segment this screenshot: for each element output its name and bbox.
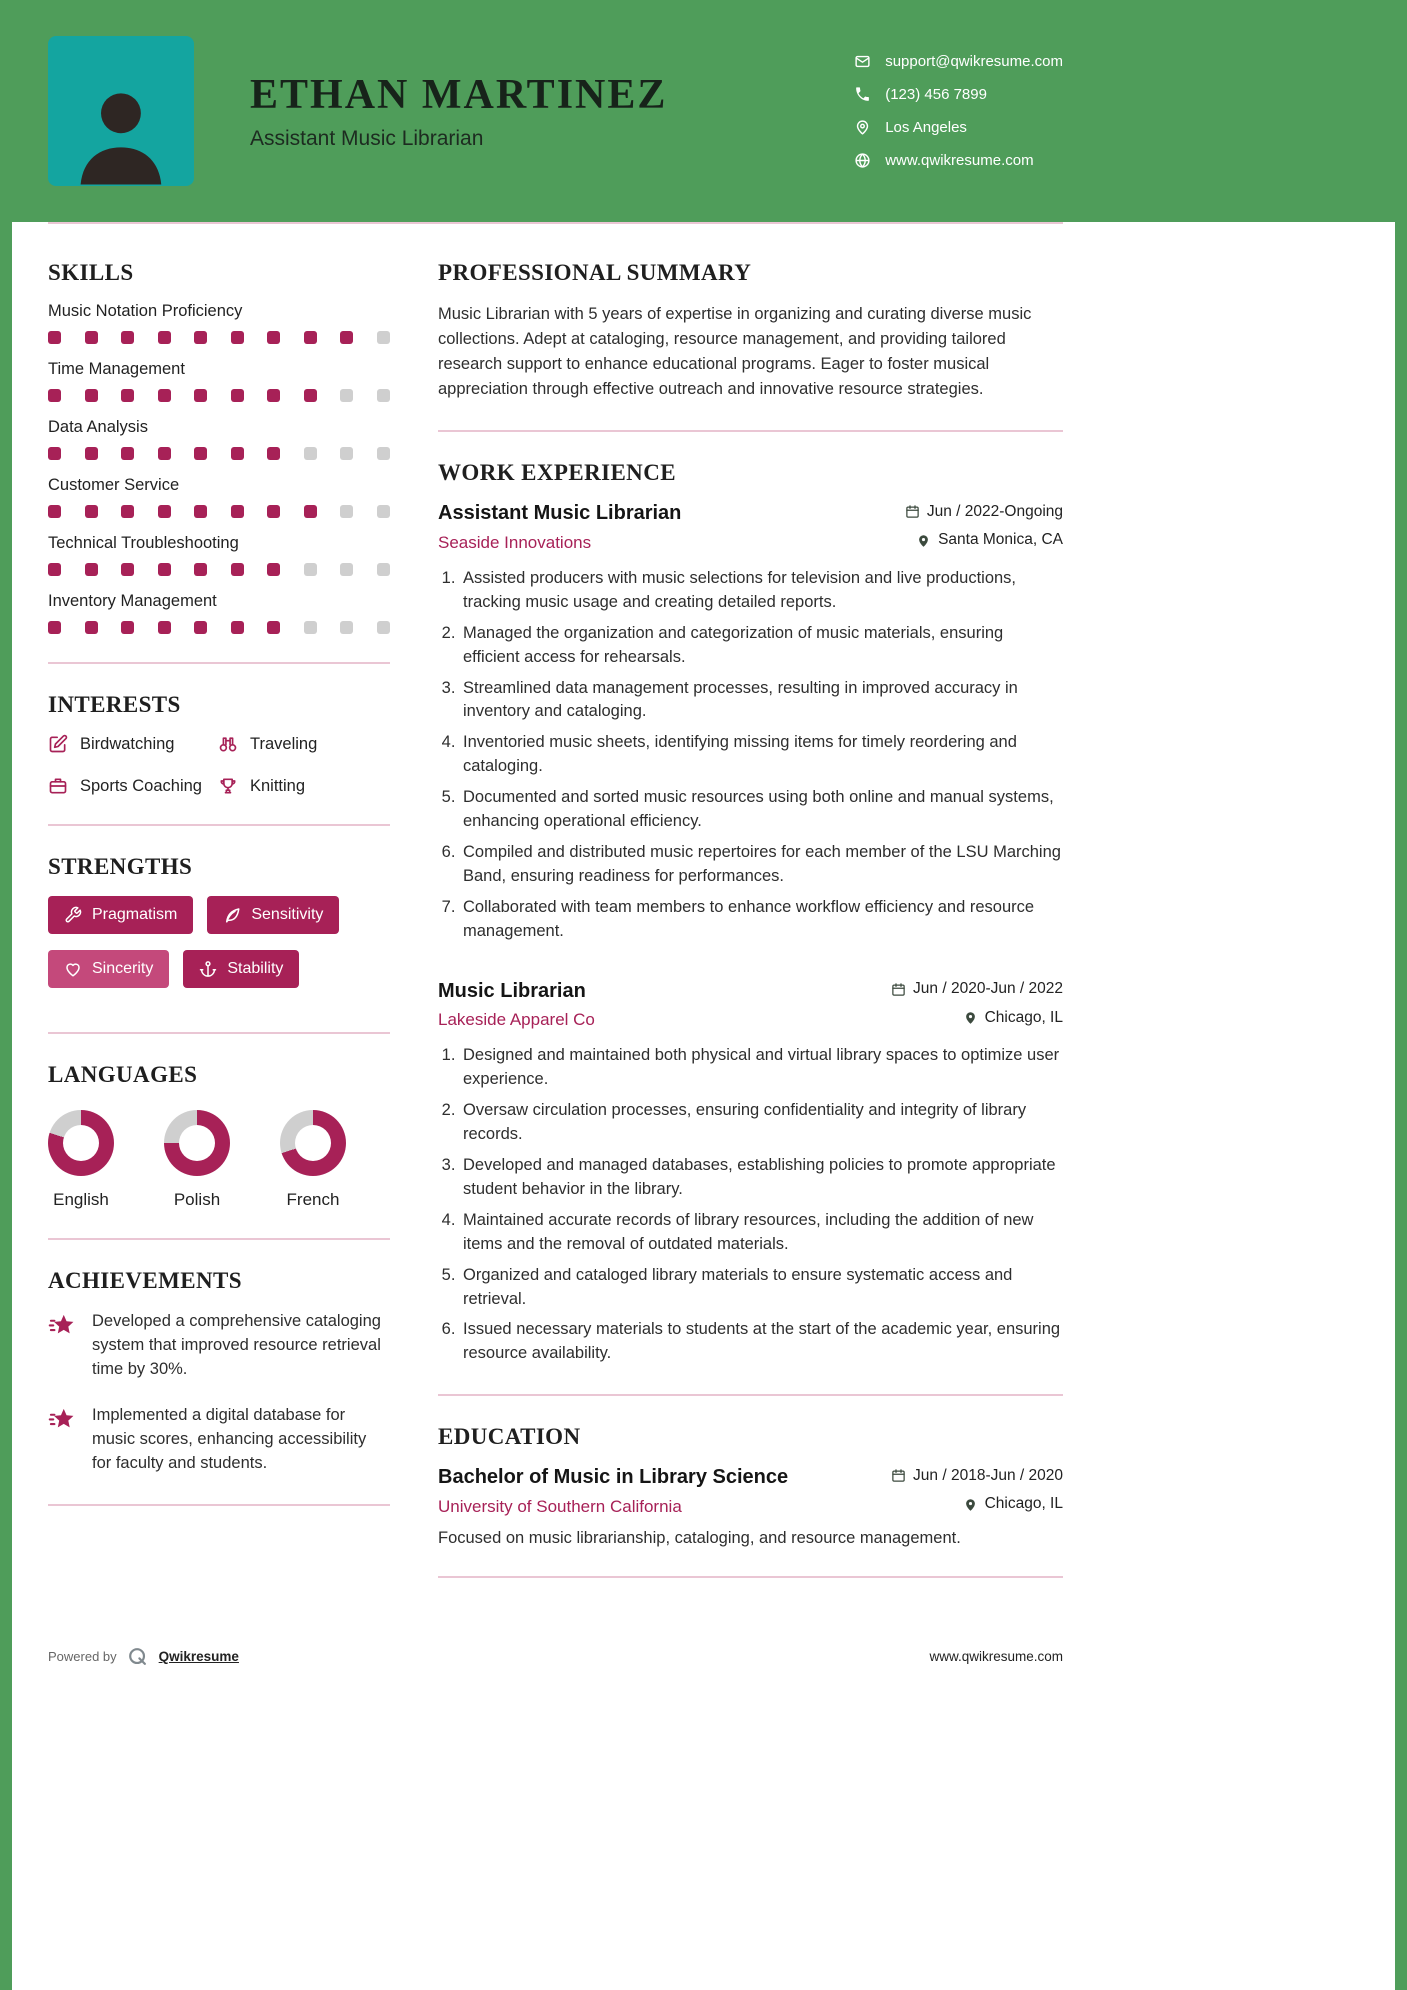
job-company: Lakeside Apparel Co [438, 1010, 595, 1030]
job-dates-meta [891, 980, 1063, 998]
job-bullets [438, 1044, 1063, 1366]
experience-bullet: 6. Compiled and distributed music repertoires for each member of the LSU Marching Band, ensuring readiness for performances. [460, 841, 1063, 889]
interests-heading: INTERESTS [48, 692, 181, 717]
experience-bullet: 4. Inventoried music sheets, identifying missing items for timely reordering and cataloging. [460, 731, 1063, 779]
sidebar-column [48, 260, 390, 1606]
heart-icon [64, 960, 82, 978]
language-item [164, 1110, 230, 1210]
education-section [438, 1424, 1063, 1548]
skill-dot [377, 621, 390, 634]
skill-level-dots [48, 563, 390, 576]
skill-level-dots [48, 331, 390, 344]
language-name: English [53, 1190, 109, 1209]
skill-level-dots [48, 389, 390, 402]
skill-dot [231, 389, 244, 402]
language-name: Polish [173, 1190, 221, 1209]
skill-dot [340, 563, 353, 576]
strength-badge [48, 950, 169, 988]
strength-badges [48, 896, 390, 1004]
summary-section [438, 260, 1063, 402]
achievements-section [48, 1268, 390, 1476]
skill-level-dots [48, 621, 390, 634]
pin-icon [963, 1497, 978, 1512]
skill-dot [158, 505, 171, 518]
skill-dot [121, 447, 134, 460]
job-location-meta [963, 1009, 1063, 1027]
skill-name: Customer Service [48, 476, 180, 494]
star-icon [48, 1312, 76, 1340]
skill-dot [304, 389, 317, 402]
strengths-section [48, 854, 390, 1004]
contact-text: Los Angeles [885, 119, 967, 136]
person-name: ETHAN MARTINEZ [250, 72, 668, 118]
skills-heading: SKILLS [48, 260, 134, 285]
email-icon [854, 53, 871, 70]
section-divider [48, 662, 390, 664]
language-donut [48, 1110, 114, 1176]
education-location-meta [963, 1495, 1063, 1513]
section-divider [48, 1032, 390, 1034]
skill-level-dots [48, 447, 390, 460]
skill-level-dots [48, 505, 390, 518]
pen-icon [48, 734, 68, 754]
interest-item [218, 734, 390, 754]
skill-dot [158, 389, 171, 402]
strength-badge [48, 896, 193, 934]
skill-dot [85, 621, 98, 634]
skill-dot [194, 447, 207, 460]
job-location-meta [916, 531, 1063, 549]
calendar-icon [891, 982, 906, 997]
skill-name: Time Management [48, 360, 185, 378]
pin-icon [916, 533, 931, 548]
skill-item [48, 592, 390, 634]
skill-dot [267, 389, 280, 402]
interests-section [48, 692, 390, 796]
languages-heading: LANGUAGES [48, 1062, 198, 1087]
job-entry [438, 980, 1063, 1367]
education-heading: EDUCATION [438, 1424, 581, 1450]
skill-dot [85, 505, 98, 518]
anchor-icon [199, 960, 217, 978]
experience-bullet: 2. Managed the organization and categorization of music materials, ensuring efficient access for rehearsals. [460, 622, 1063, 670]
experience-bullet: 5. Organized and cataloged library materials to ensure systematic access and retrieval. [460, 1264, 1063, 1312]
skill-dot [85, 389, 98, 402]
leaf-icon [223, 906, 241, 924]
powered-by-label: Powered by [48, 1649, 117, 1665]
main-column [438, 260, 1063, 1606]
skill-dot [231, 331, 244, 344]
skill-dot [267, 563, 280, 576]
experience-heading: WORK EXPERIENCE [438, 460, 676, 486]
contact-item[interactable] [854, 86, 1063, 103]
star-icon [48, 1406, 76, 1434]
contact-item[interactable] [854, 152, 1063, 169]
section-divider [438, 430, 1063, 432]
location-icon [854, 119, 871, 136]
education-note: Focused on music librarianship, cataloging, and resource management. [438, 1528, 961, 1547]
skill-dot [377, 389, 390, 402]
language-item [48, 1110, 114, 1210]
summary-text: Music Librarian with 5 years of expertise in organizing and curating diverse music collections. Adept at cataloging, resource management, and providing tailored research support to enhance educational programs. Eager to foster musical appreciation through effective outreach and innovative resource strategies. [438, 305, 1032, 399]
person-title: Assistant Music Librarian [250, 127, 484, 150]
skill-dot [304, 505, 317, 518]
job-location: Santa Monica, CA [938, 531, 1063, 549]
skills-section [48, 260, 390, 634]
skill-dot [194, 621, 207, 634]
strength-label: Sincerity [92, 960, 154, 977]
job-company: Seaside Innovations [438, 532, 592, 552]
skill-item [48, 476, 390, 518]
experience-bullet: 6. Issued necessary materials to students at the start of the academic year, ensuring resource availability. [460, 1318, 1063, 1366]
strength-badge [207, 896, 339, 934]
education-degree: Bachelor of Music in Library Science [438, 1466, 789, 1489]
skill-dot [267, 505, 280, 518]
education-dates: Jun / 2018-Jun / 2020 [913, 1466, 1063, 1484]
contact-text: (123) 456 7899 [885, 86, 987, 103]
skill-dot [267, 331, 280, 344]
section-divider [48, 824, 390, 826]
skill-dot [304, 447, 317, 460]
summary-heading: PROFESSIONAL SUMMARY [438, 260, 752, 285]
job-location: Chicago, IL [984, 1008, 1063, 1026]
section-divider [438, 1394, 1063, 1396]
skill-dot [194, 331, 207, 344]
achievement-text: Implemented a digital database for music scores, enhancing accessibility for faculty and students. [92, 1405, 367, 1472]
skill-dot [267, 447, 280, 460]
skill-dot [48, 447, 61, 460]
binoculars-icon [218, 734, 238, 754]
skill-dot [377, 331, 390, 344]
calendar-icon [905, 504, 920, 519]
section-divider [48, 1504, 390, 1506]
header-banner [12, 0, 1395, 222]
skill-dot [231, 563, 244, 576]
section-divider [48, 1238, 390, 1240]
footer-website-link[interactable]: www.qwikresume.com [929, 1649, 1063, 1665]
experience-bullet: 1. Designed and maintained both physical and virtual library spaces to optimize user experience. [460, 1044, 1063, 1092]
interest-label: Knitting [250, 776, 306, 795]
skill-dot [85, 331, 98, 344]
profile-photo [48, 36, 194, 186]
job-role: Assistant Music Librarian [438, 502, 682, 525]
skill-dot [304, 563, 317, 576]
achievement-item [48, 1404, 390, 1476]
contact-text: support@qwikresume.com [885, 53, 1063, 70]
skill-dot [304, 331, 317, 344]
interest-item [48, 776, 218, 796]
education-location: Chicago, IL [984, 1495, 1063, 1513]
skill-dot [340, 389, 353, 402]
experience-bullet: 3. Streamlined data management processes, resulting in improved accuracy in inventory and cataloging. [460, 677, 1063, 725]
globe-icon [854, 152, 871, 169]
skill-dot [340, 331, 353, 344]
skill-dot [377, 447, 390, 460]
job-bullets [438, 567, 1063, 944]
section-divider [438, 1576, 1063, 1578]
contact-item[interactable] [854, 53, 1063, 70]
footer [48, 1646, 1063, 1668]
strengths-heading: STRENGTHS [48, 854, 193, 879]
skill-dot [377, 563, 390, 576]
contact-item[interactable] [854, 119, 1063, 136]
language-donut [280, 1110, 346, 1176]
briefcase-icon [48, 776, 68, 796]
pin-icon [963, 1010, 978, 1025]
skill-dot [48, 505, 61, 518]
skill-dot [340, 621, 353, 634]
skill-dot [48, 563, 61, 576]
job-role: Music Librarian [438, 979, 586, 1002]
skill-dot [48, 389, 61, 402]
wrench-icon [64, 906, 82, 924]
skill-dot [158, 447, 171, 460]
achievements-heading: ACHIEVEMENTS [48, 1268, 242, 1293]
skill-item [48, 418, 390, 460]
skill-dot [158, 621, 171, 634]
skill-dot [304, 621, 317, 634]
strength-label: Sensitivity [251, 906, 324, 923]
skill-name: Technical Troubleshooting [48, 534, 239, 552]
experience-bullet: 1. Assisted producers with music selections for television and live productions, tracking music usage and creating detailed reports. [460, 567, 1063, 615]
education-school: University of Southern California [438, 1496, 682, 1516]
footer-branding [48, 1646, 239, 1668]
content-columns [12, 224, 1063, 1606]
experience-section [438, 460, 1063, 1366]
skill-dot [231, 505, 244, 518]
job-dates: Jun / 2022-Ongoing [926, 502, 1063, 520]
skill-item [48, 302, 390, 344]
skill-dot [340, 447, 353, 460]
skill-dot [121, 505, 134, 518]
skill-dot [194, 505, 207, 518]
phone-icon [854, 86, 871, 103]
experience-bullet: 4. Maintained accurate records of library resources, including the addition of new items and the removal of outdated materials. [460, 1209, 1063, 1257]
trophy-icon [218, 776, 238, 796]
interest-label: Birdwatching [80, 734, 175, 753]
interest-item [218, 776, 390, 796]
identity-block [250, 71, 667, 151]
skill-dot [267, 621, 280, 634]
interest-label: Traveling [250, 734, 318, 753]
skill-item [48, 534, 390, 576]
skill-dot [194, 389, 207, 402]
languages-section [48, 1062, 390, 1210]
skill-dot [85, 563, 98, 576]
skill-dot [231, 447, 244, 460]
skill-name: Inventory Management [48, 592, 217, 610]
skill-item [48, 360, 390, 402]
job-entry [438, 502, 1063, 943]
skill-dot [194, 563, 207, 576]
skill-dot [48, 621, 61, 634]
skill-dot [121, 389, 134, 402]
skill-dot [340, 505, 353, 518]
job-dates-meta [905, 503, 1063, 521]
skill-dot [121, 331, 134, 344]
language-donut [164, 1110, 230, 1176]
qwikresume-logo [127, 1646, 149, 1668]
skill-dot [158, 563, 171, 576]
interest-label: Sports Coaching [80, 776, 202, 795]
languages-row [48, 1104, 390, 1210]
language-item [280, 1110, 346, 1210]
skill-dot [48, 331, 61, 344]
contact-list [854, 37, 1063, 185]
interest-item [48, 734, 218, 754]
skill-dot [231, 621, 244, 634]
interests-grid [48, 734, 390, 796]
skill-name: Data Analysis [48, 418, 148, 436]
strength-label: Pragmatism [92, 906, 178, 923]
experience-bullet: 7. Collaborated with team members to enhance workflow efficiency and resource management. [460, 896, 1063, 944]
skill-dot [121, 621, 134, 634]
experience-bullet: 5. Documented and sorted music resources using both online and manual systems, enhancing operational efficiency. [460, 786, 1063, 834]
experience-bullet: 3. Developed and managed databases, establishing policies to promote appropriate student behavior in the library. [460, 1154, 1063, 1202]
skill-name: Music Notation Proficiency [48, 302, 243, 320]
experience-bullet: 2. Oversaw circulation processes, ensuring confidentiality and integrity of library records. [460, 1099, 1063, 1147]
calendar-icon [891, 1468, 906, 1483]
education-dates-meta [891, 1467, 1063, 1485]
strength-label: Stability [227, 960, 284, 977]
qwikresume-link[interactable]: Qwikresume [158, 1649, 239, 1665]
skill-dot [158, 331, 171, 344]
job-dates: Jun / 2020-Jun / 2022 [913, 980, 1063, 998]
skill-dot [121, 563, 134, 576]
achievement-item [48, 1310, 390, 1382]
person-silhouette-icon [64, 69, 178, 186]
achievement-text: Developed a comprehensive cataloging system that improved resource retrieval time by 30%. [92, 1312, 381, 1378]
strength-badge [183, 950, 299, 988]
language-name: French [286, 1190, 340, 1209]
contact-text: www.qwikresume.com [885, 152, 1034, 169]
skill-dot [377, 505, 390, 518]
skill-dot [85, 447, 98, 460]
